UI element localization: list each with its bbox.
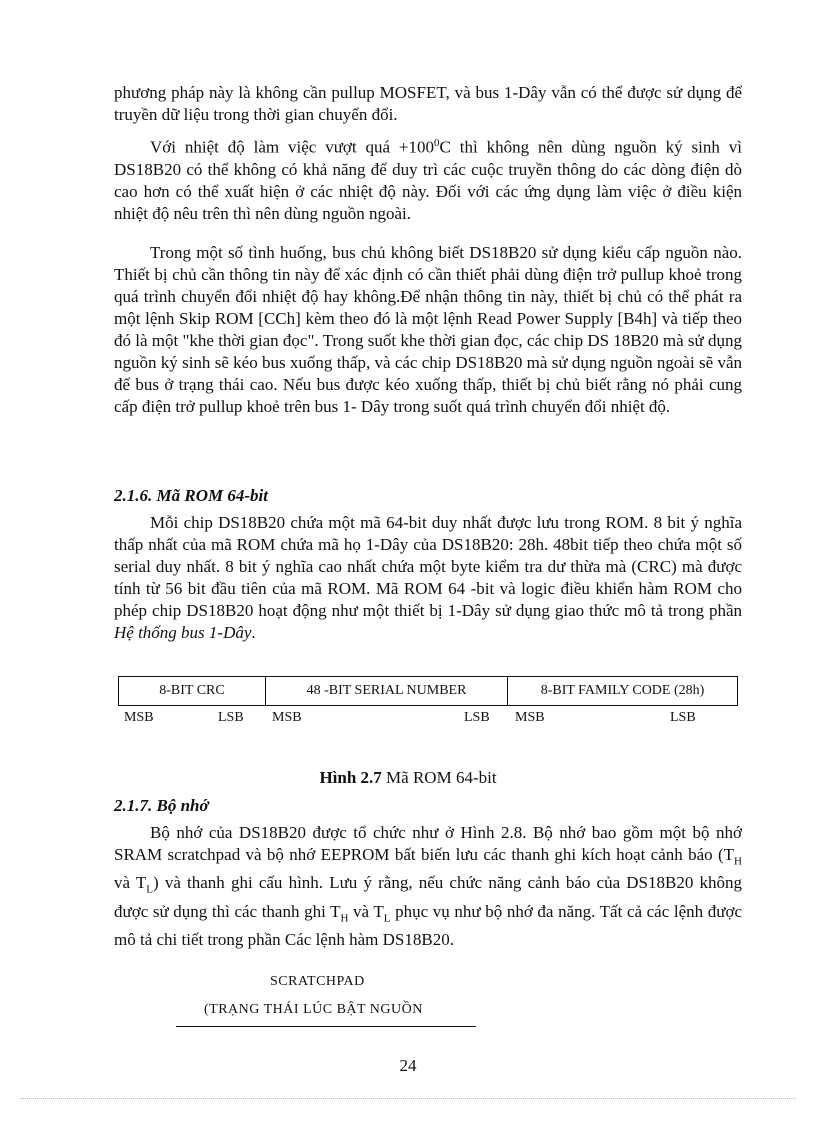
subscript-h-2: H bbox=[340, 912, 349, 925]
paragraph-5-text-a: Bộ nhớ của DS18B20 được tổ chức như ở Hình 2.8. Bộ nhớ bao gồm một bộ nhớ SRAM scratchpad và bộ nhớ EEPROM bất biến lưu các thanh ghi kích hoạt cảnh báo (T bbox=[114, 823, 742, 864]
scratchpad-title: SCRATCHPAD bbox=[270, 974, 365, 989]
paragraph-5-text-e: phục vụ như bộ nhớ đa năng. Tất cả các lệnh được mô tả chi tiết trong phần Các lệnh hàm DS18B20. bbox=[114, 901, 743, 950]
paragraph-2-text-b: C thì không nên dùng nguồn ký sinh vì DS18B20 có thể không có khả năng để duy trì các cuộc truyền thông do các dòng điện dò cao hơn có thể xuất hiện ở các nhiệt độ này. Đối với các ứng dụng làm việc ở điều kiện nhiệt độ nêu trên thì nên dùng nguồn ngoài. bbox=[114, 137, 742, 223]
lsb-label-family: LSB bbox=[670, 710, 696, 725]
paragraph-3: Trong một số tình huống, bus chủ không biết DS18B20 sử dụng kiểu cấp nguồn nào. Thiết bị chủ cần thông tin này để xác định có cần thiết phải dùng điện trở pullup khoẻ trong quá trình chuyển đổi nhiệt độ hay không.Để nhận thông tin này, thiết bị chủ có thể phát ra một lệnh Skip ROM [CCh] kèm theo đó là một lệnh Read Power Supply [B4h] và tiếp theo đó là một "khe thời gian đọc". Trong suốt khe thời gian đọc, các chip DS 18B20 mà sử dụng nguồn ký sinh sẽ kéo bus xuống thấp, và các chip DS18B20 mà sử dụng nguồn ngoài sẽ vẫn để bus ở trạng thái cao. Nếu bus được kéo xuống thấp, thiết bị chủ biết rằng nó phải cung cấp điện trở pullup khoẻ trên bus 1- Dây trong suốt quá trình chuyển đổi nhiệt độ. bbox=[114, 243, 742, 416]
paragraph-2-text-a: Với nhiệt độ làm việc vượt quá +100 bbox=[150, 137, 435, 157]
paragraph-4-text-b: . bbox=[251, 623, 256, 642]
page-bottom-divider bbox=[20, 1098, 796, 1099]
msb-label-family: MSB bbox=[515, 710, 545, 725]
scratchpad-rule bbox=[176, 1026, 476, 1027]
lsb-label-crc: LSB bbox=[218, 710, 244, 725]
rom-cell-family: 8-BIT FAMILY CODE (28h) bbox=[540, 683, 705, 698]
paragraph-4 bbox=[114, 512, 742, 644]
figure-caption bbox=[0, 768, 816, 788]
subscript-l-2: L bbox=[383, 912, 391, 925]
paragraph-4-italic-ref: Hệ thống bus 1-Dây bbox=[114, 623, 252, 642]
lsb-label-serial: LSB bbox=[464, 710, 490, 725]
paragraph-1: phương pháp này là không cần pullup MOSFET, và bus 1-Dây vẫn có thể được sử dụng để truyền dữ liệu trong thời gian chuyển đổi. bbox=[114, 83, 742, 124]
paragraph-5-text-b: và T bbox=[114, 873, 147, 893]
paragraph-2 bbox=[114, 132, 742, 225]
degree-superscript: 0 bbox=[434, 137, 440, 149]
msb-label-crc: MSB bbox=[124, 710, 154, 725]
subscript-l-1: L bbox=[146, 883, 154, 896]
rom-cell-serial: 48 -BIT SERIAL NUMBER bbox=[266, 677, 508, 705]
rom-cell-crc: 8-BIT CRC bbox=[119, 677, 266, 705]
figure-caption-text: Mã ROM 64-bit bbox=[381, 768, 497, 787]
section-heading-2-1-7: 2.1.7. Bộ nhớ bbox=[114, 796, 209, 815]
paragraph-5-text-d: và T bbox=[348, 901, 384, 921]
section-heading-2-1-6: 2.1.6. Mã ROM 64-bit bbox=[114, 486, 268, 505]
paragraph-4-text-a: Mỗi chip DS18B20 chứa một mã 64-bit duy nhất được lưu trong ROM. 8 bit ý nghĩa thấp nhất của mã ROM chứa mã họ 1-Dây của DS18B20: 28h. 48bit tiếp theo chứa một số serial duy nhất. 8 bit ý nghĩa cao nhất chứa một byte kiểm tra dư thừa mà (CRC) mà được tính từ 56 bit đầu tiên của mã ROM. Mã ROM 64 -bit và logic điều khiển hàm ROM cho phép chip DS18B20 hoạt động như một thiết bị 1-Dây sử dụng giao thức mô tả trong phần bbox=[114, 513, 742, 620]
figure-label: Hình 2.7 bbox=[319, 768, 382, 787]
paragraph-5 bbox=[114, 822, 742, 951]
msb-label-serial: MSB bbox=[272, 710, 302, 725]
page-number: 24 bbox=[399, 1056, 417, 1075]
subscript-h-1: H bbox=[734, 855, 742, 868]
rom-code-table bbox=[118, 676, 738, 706]
scratchpad-subtitle: (TRẠNG THÁI LÚC BẬT NGUỒN bbox=[204, 1002, 423, 1017]
paragraph-5-text-c: ) và thanh ghi cấu hình. Lưu ý rằng, nếu chức năng cảnh báo của DS18B20 không được sử dụng thì các thanh ghi T bbox=[114, 873, 742, 921]
